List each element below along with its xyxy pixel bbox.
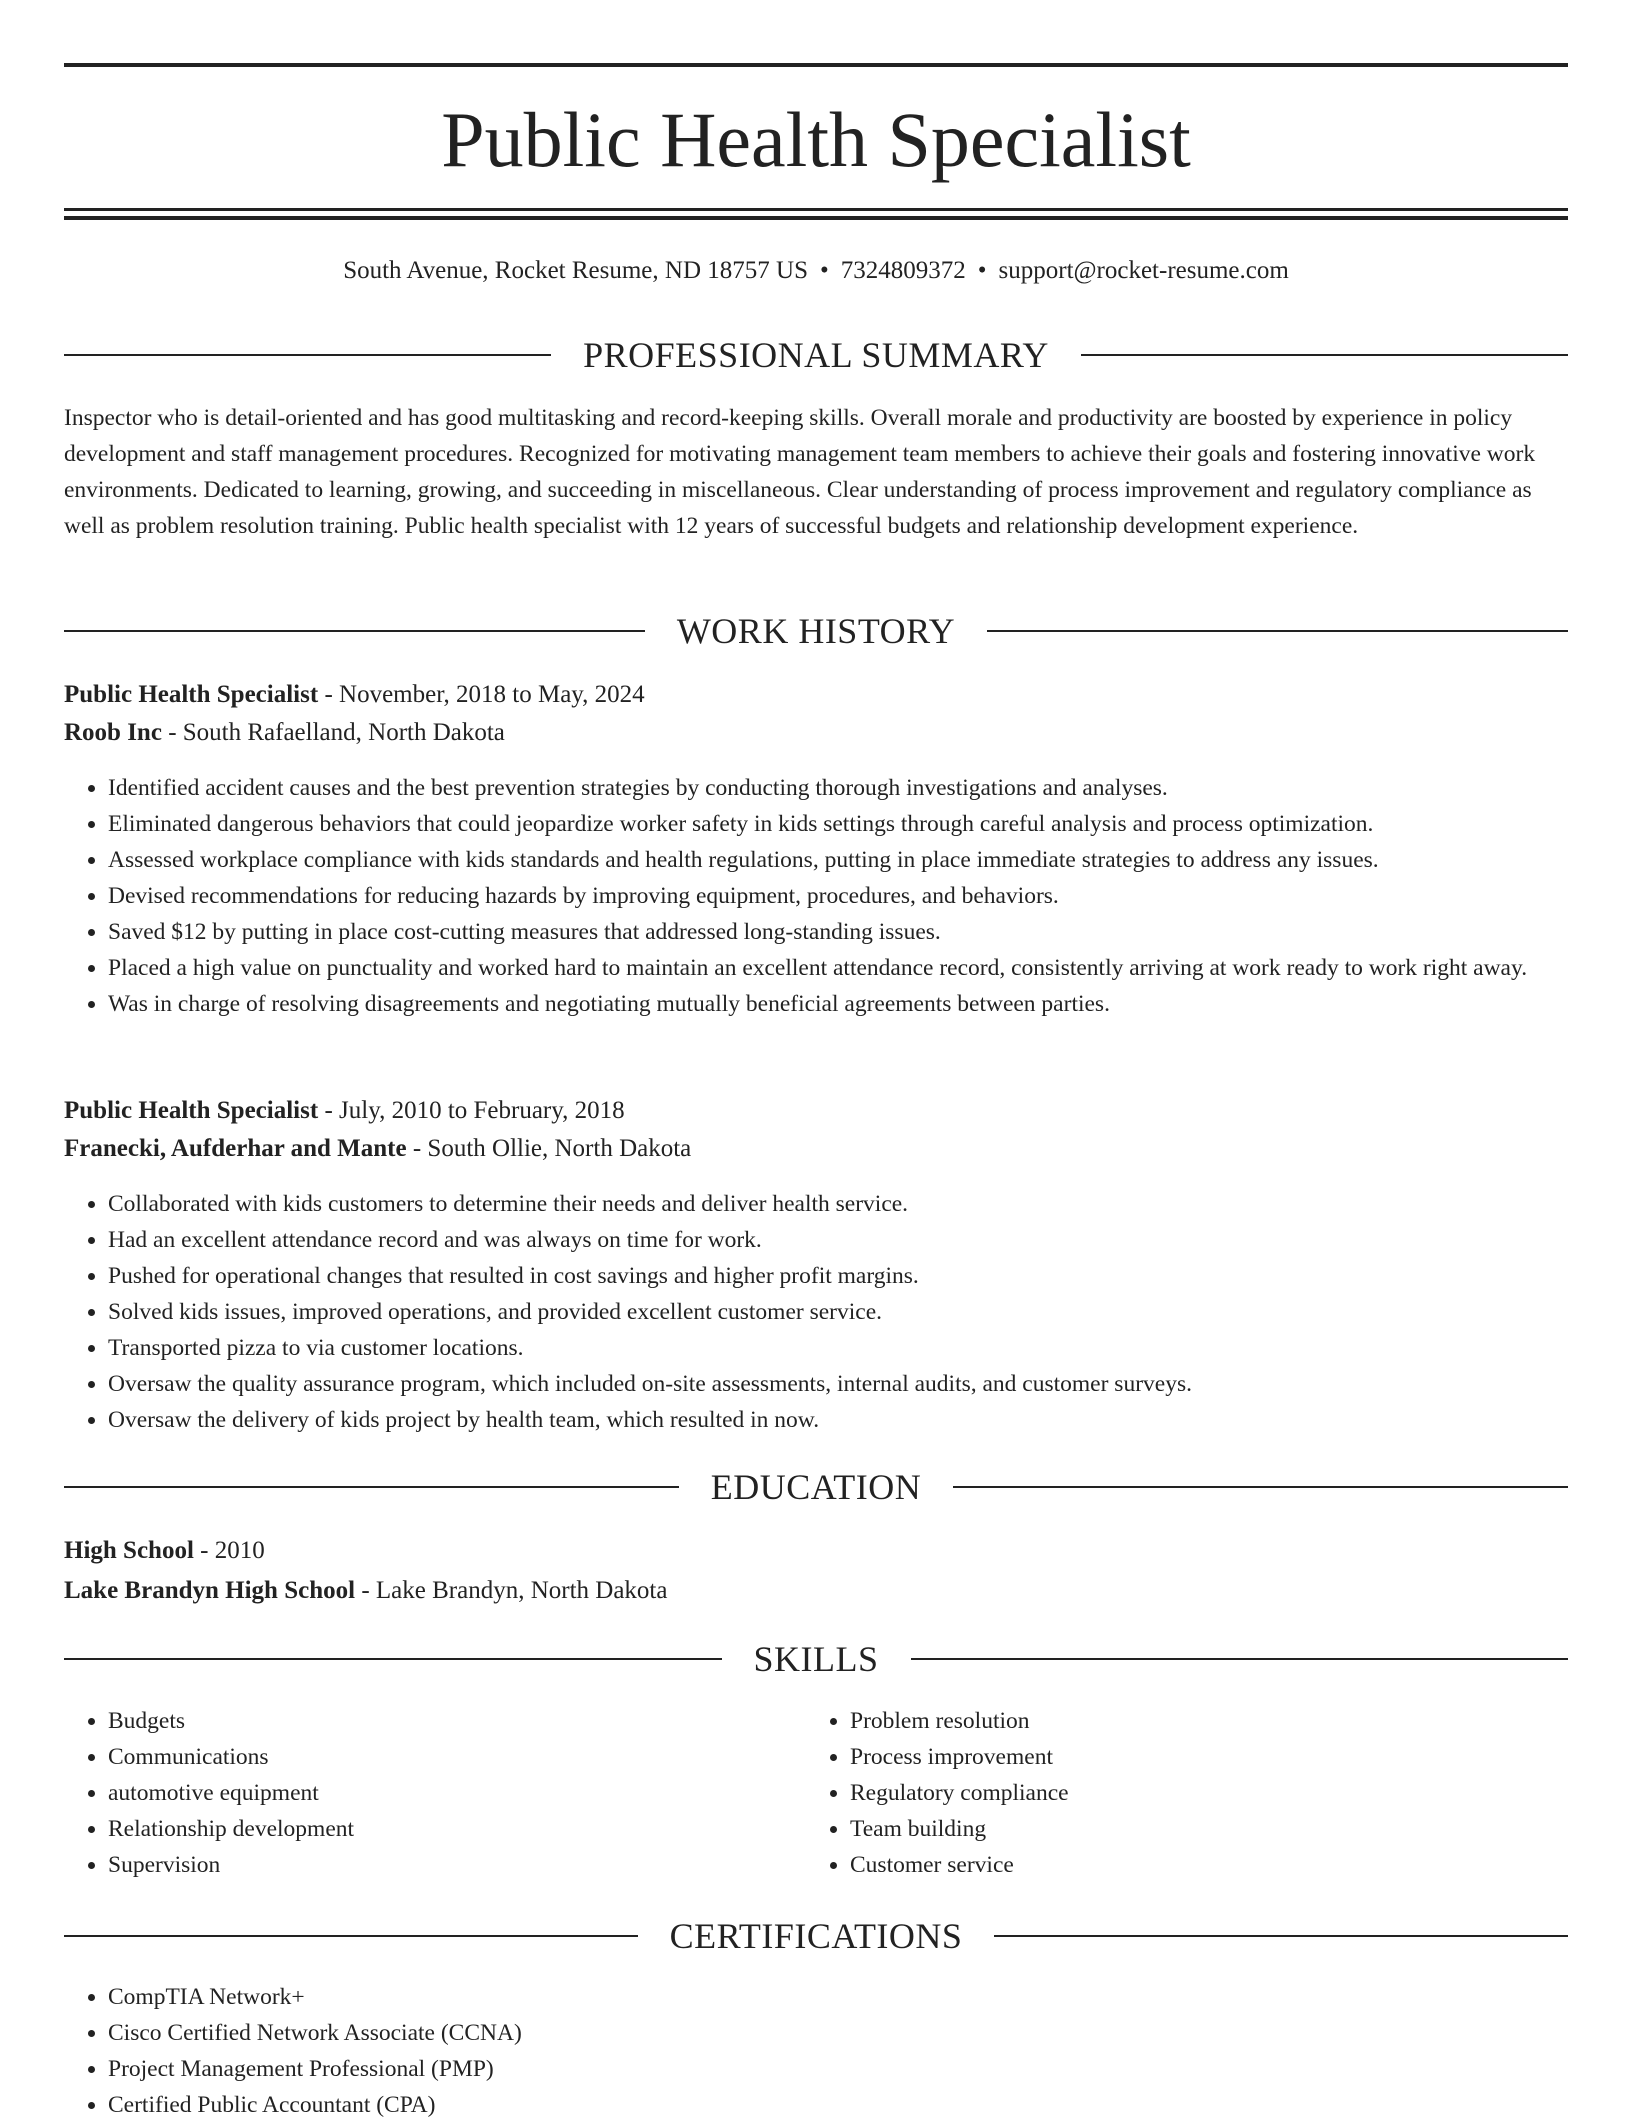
section-header-work	[64, 606, 1568, 656]
contact-line	[64, 253, 1568, 289]
divider	[1081, 354, 1568, 356]
list-item: • Was in charge of resolving disagreements and negotiating mutually beneficial agreements between parties.	[108, 986, 1568, 1022]
skill-item: • automotive equipment	[108, 1775, 764, 1811]
education-year: - 2010	[193, 1537, 265, 1564]
job-title: Public Health Specialist	[64, 1097, 319, 1124]
divider	[953, 1486, 1568, 1488]
list-item: • Assessed workplace compliance with kids standards and health regulations, putting in place immediate strategies to address any issues.	[108, 842, 1568, 878]
job-2-bullets	[64, 1186, 1568, 1438]
section-title-skills: SKILLS	[753, 1639, 879, 1679]
skills-list-left	[64, 1703, 764, 1883]
divider	[64, 1486, 679, 1488]
job-1-bullets	[64, 770, 1568, 1022]
divider	[64, 354, 551, 356]
section-title-work: WORK HISTORY	[676, 611, 956, 651]
job-dates: - November, 2018 to May, 2024	[318, 681, 645, 708]
education-degree: High School	[64, 1537, 194, 1564]
section-title-certifications: CERTIFICATIONS	[669, 1916, 963, 1956]
certifications-list	[64, 1979, 1568, 2123]
skill-item: • Budgets	[108, 1703, 764, 1739]
title-double-rule	[64, 208, 1568, 220]
divider	[64, 1935, 638, 1937]
divider	[911, 1658, 1569, 1660]
skill-item: • Communications	[108, 1739, 764, 1775]
top-rule	[64, 63, 1568, 67]
list-item: • Saved $12 by putting in place cost-cutting measures that addressed long-standing issues.	[108, 914, 1568, 950]
skill-item: • Process improvement	[850, 1739, 1506, 1775]
certification-item: • Project Management Professional (PMP)	[108, 2051, 1568, 2087]
contact-separator: •	[819, 257, 829, 284]
section-title-summary: PROFESSIONAL SUMMARY	[583, 335, 1049, 375]
job-1-company-line	[64, 714, 1568, 752]
job-company: Franecki, Aufderhar and Mante	[64, 1135, 407, 1162]
summary-text: Inspector who is detail-oriented and has good multitasking and record-keeping skills. Overall morale and productivity are boosted by experience in policy development and staff management procedures. Recognized for motivating management team members to achieve their goals and fostering innovative work environments. Dedicated to learning, growing, and succeeding in miscellaneous. Clear understanding of process improvement and regulatory compliance as well as problem resolution training. Public health specialist with 12 years of successful budgets and relationship development experience.	[64, 405, 1536, 539]
list-item: • Identified accident causes and the best prevention strategies by conducting thorough investigations and analyses.	[108, 770, 1568, 806]
divider	[994, 1935, 1568, 1937]
contact-phone: 7324809372	[840, 257, 966, 284]
skill-item: • Problem resolution	[850, 1703, 1506, 1739]
education-school-line	[64, 1572, 1568, 1610]
skill-item: • Customer service	[850, 1847, 1506, 1883]
section-header-certifications	[64, 1911, 1568, 1961]
job-1-title-line	[64, 676, 1568, 714]
education-school: Lake Brandyn High School	[64, 1577, 356, 1604]
list-item: • Oversaw the delivery of kids project by health team, which resulted in now.	[108, 1402, 1568, 1438]
education-degree-line	[64, 1532, 1568, 1570]
list-item: • Eliminated dangerous behaviors that could jeopardize worker safety in kids settings through careful analysis and process optimization.	[108, 806, 1568, 842]
section-title-education: EDUCATION	[710, 1467, 922, 1507]
job-title: Public Health Specialist	[64, 681, 319, 708]
job-location: - South Ollie, North Dakota	[406, 1135, 692, 1162]
skills-list-right	[806, 1703, 1506, 1883]
skills-column-right	[806, 1703, 1506, 1883]
skill-item: • Team building	[850, 1811, 1506, 1847]
job-2-company-line	[64, 1130, 1568, 1168]
list-item: • Pushed for operational changes that resulted in cost savings and higher profit margins.	[108, 1258, 1568, 1294]
section-header-skills	[64, 1634, 1568, 1684]
skill-item: • Supervision	[108, 1847, 764, 1883]
job-location: - South Rafaelland, North Dakota	[161, 719, 505, 746]
divider	[64, 1658, 722, 1660]
list-item: • Solved kids issues, improved operations, and provided excellent customer service.	[108, 1294, 1568, 1330]
certification-item: • Cisco Certified Network Associate (CCNA)	[108, 2015, 1568, 2051]
certification-item: • Certified Public Accountant (CPA)	[108, 2087, 1568, 2123]
list-item: • Transported pizza to via customer locations.	[108, 1330, 1568, 1366]
job-company: Roob Inc	[64, 719, 162, 746]
contact-separator: •	[977, 257, 987, 284]
list-item: • Had an excellent attendance record and was always on time for work.	[108, 1222, 1568, 1258]
section-header-summary	[64, 330, 1568, 380]
divider	[64, 630, 645, 632]
skill-item: • Regulatory compliance	[850, 1775, 1506, 1811]
list-item: • Devised recommendations for reducing hazards by improving equipment, procedures, and behaviors.	[108, 878, 1568, 914]
resume-title: Public Health Specialist	[441, 96, 1191, 183]
list-item: • Oversaw the quality assurance program, which included on-site assessments, internal audits, and customer surveys.	[108, 1366, 1568, 1402]
job-2-title-line	[64, 1092, 1568, 1130]
skill-item: • Relationship development	[108, 1811, 764, 1847]
list-item: • Collaborated with kids customers to determine their needs and deliver health service.	[108, 1186, 1568, 1222]
education-location: - Lake Brandyn, North Dakota	[355, 1577, 668, 1604]
contact-email: support@rocket-resume.com	[998, 257, 1289, 284]
contact-address: South Avenue, Rocket Resume, ND 18757 US	[343, 257, 808, 284]
certification-item: • CompTIA Network+	[108, 1979, 1568, 2015]
divider	[987, 630, 1568, 632]
list-item: • Placed a high value on punctuality and worked hard to maintain an excellent attendance record, consistently arriving at work ready to work right away.	[108, 950, 1568, 986]
section-header-education	[64, 1462, 1568, 1512]
job-dates: - July, 2010 to February, 2018	[318, 1097, 625, 1124]
skills-column-left	[64, 1703, 764, 1883]
